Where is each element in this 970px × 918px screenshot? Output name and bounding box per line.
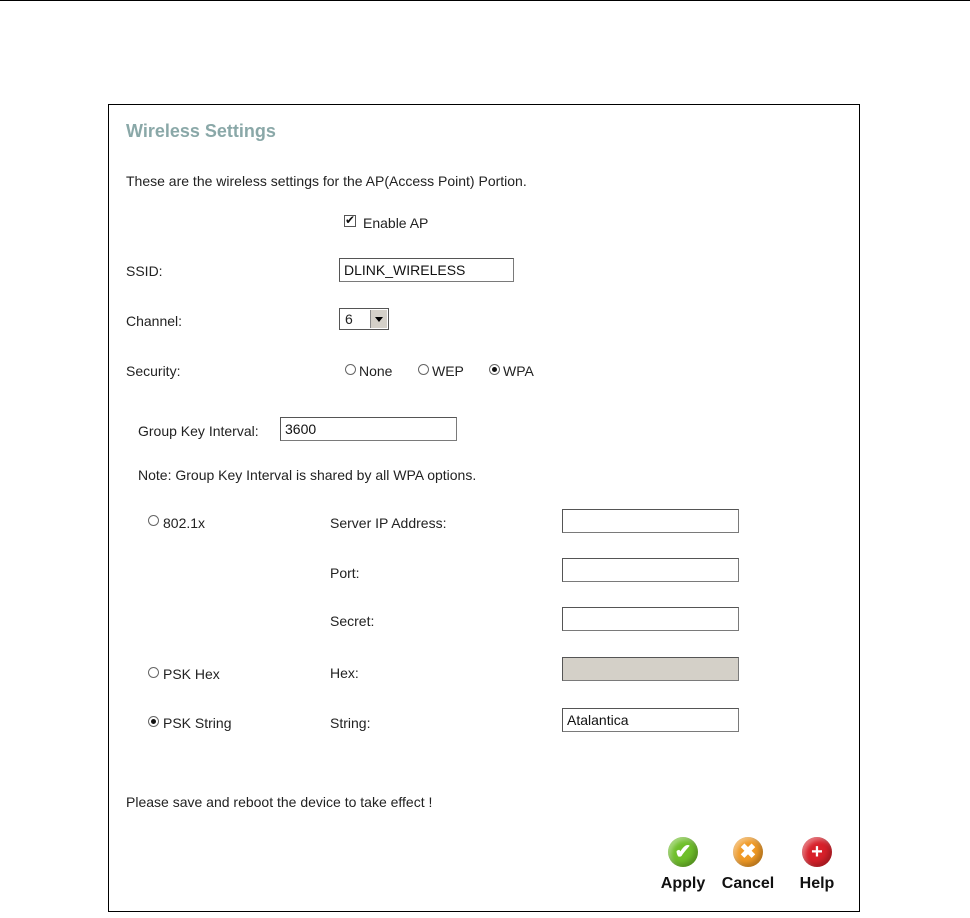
x-icon: ✖ xyxy=(739,841,757,863)
secret-input[interactable] xyxy=(562,607,739,631)
server-ip-label: Server IP Address: xyxy=(330,515,447,531)
cancel-circle xyxy=(733,837,763,867)
page-description: These are the wireless settings for the AP(Access Point) Portion. xyxy=(126,173,527,189)
hex-input[interactable] xyxy=(562,657,739,681)
wpa-option-psk-hex: PSK Hex xyxy=(163,666,220,682)
wpa-radio-8021x[interactable] xyxy=(148,515,159,526)
help-circle xyxy=(802,837,832,867)
top-rule xyxy=(0,0,970,1)
ssid-label: SSID: xyxy=(126,263,163,279)
security-radio-none[interactable] xyxy=(345,364,356,375)
string-label: String: xyxy=(330,715,371,731)
hex-label: Hex: xyxy=(330,665,359,681)
apply-label: Apply xyxy=(660,875,706,892)
group-key-note: Note: Group Key Interval is shared by all WPA options. xyxy=(138,467,477,483)
security-radio-wpa[interactable] xyxy=(489,364,500,375)
channel-label: Channel: xyxy=(126,313,183,329)
reboot-note: Please save and reboot the device to take effect ! xyxy=(126,794,433,810)
security-label: Security: xyxy=(126,363,181,379)
enable-ap-checkbox[interactable] xyxy=(344,215,356,227)
string-input[interactable] xyxy=(562,708,739,732)
group-key-input[interactable] xyxy=(280,417,457,441)
apply-circle xyxy=(668,837,698,867)
wpa-radio-psk-hex[interactable] xyxy=(148,667,159,678)
secret-label: Secret: xyxy=(330,613,375,629)
security-option-none: None xyxy=(359,363,393,379)
wpa-radio-psk-string[interactable] xyxy=(148,716,159,727)
wpa-option-psk-string: PSK String xyxy=(163,715,232,731)
page-title: Wireless Settings xyxy=(126,121,276,141)
chevron-down-icon[interactable] xyxy=(370,310,387,328)
enable-ap-label: Enable AP xyxy=(363,215,429,231)
apply-button[interactable] xyxy=(655,837,711,893)
server-ip-input[interactable] xyxy=(562,509,739,533)
cancel-button[interactable] xyxy=(720,837,776,893)
port-input[interactable] xyxy=(562,558,739,582)
help-label: Help xyxy=(799,875,835,892)
security-radio-wep[interactable] xyxy=(418,364,429,375)
port-label: Port: xyxy=(330,565,360,581)
help-button[interactable] xyxy=(789,837,845,893)
ssid-input[interactable] xyxy=(339,258,514,282)
plus-icon: + xyxy=(811,841,823,863)
wireless-settings-panel xyxy=(108,104,860,912)
check-icon: ✔ xyxy=(674,841,692,863)
wpa-option-8021x: 802.1x xyxy=(163,515,206,531)
channel-value: 6 xyxy=(345,311,353,327)
security-option-wpa: WPA xyxy=(503,363,534,379)
security-option-wep: WEP xyxy=(432,363,464,379)
cancel-label: Cancel xyxy=(721,875,775,892)
channel-select[interactable] xyxy=(339,308,389,330)
group-key-label: Group Key Interval: xyxy=(138,423,259,439)
